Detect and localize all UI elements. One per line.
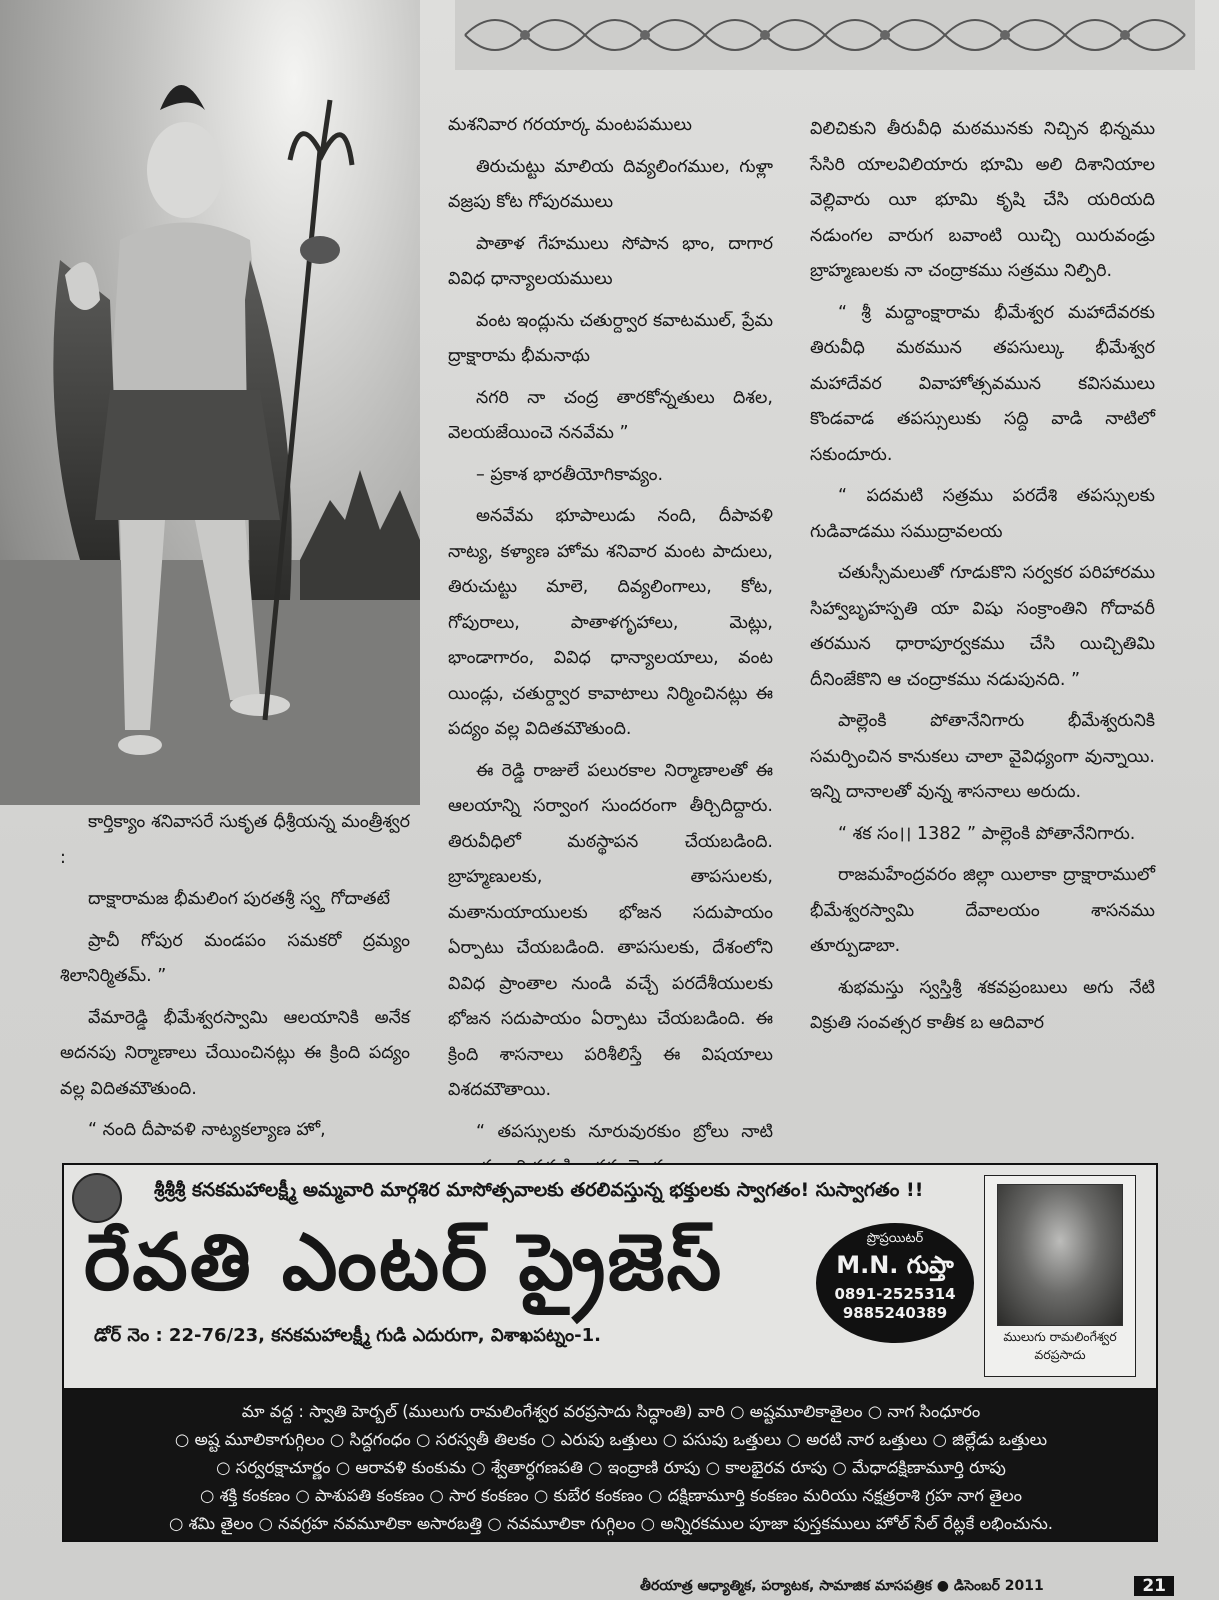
paragraph: చతుస్సీమలుతో గూడుకొని సర్వకర పరిహారము సిహ్వాబృహస్పతి యా విషు సంక్రాంతిని గోదావరీ తరమున ధారాపూర్వకము చేసి యిచ్చితిమి దీనింజేకొని ఆ చంద్రాకము నడుపునది. ” [810,563,1155,690]
paragraph: “ నంది దీపావళి నాట్యకల్యాణ హో, [88,1120,326,1140]
ad-products-line: ○ శమి తైలం ○ నవగ్రహ నవమూలికా అసారబత్తి ○ నవమూలికా గుగ్గిలం ○ అన్నిరకముల పూజా పుస్తకములు హోల్ సేల్ రేట్లకే లభించును. [168,1514,1054,1533]
shiva-figure-icon [0,0,420,805]
paragraph: రాజమహేంద్రవరం జిల్లా యిలాకా ద్రాక్షారాములో భీమేశ్వరస్వామి దేవాలయం శాసనము తూర్పుడాబా. [810,865,1155,956]
ad-address: డోర్ నెం : 22-76/23, కనకమహాలక్ష్మీ గుడి ఎదురుగా, విశాఖపట్నం-1. [94,1325,601,1346]
footer-masthead: తీరయాత్ర ఆధ్యాత్మిక, పర్యాటక, సామాజిక మాసపత్రిక ● డిసెంబర్ 2011 [640,1578,1044,1594]
paragraph: వేమారెడ్డి భీమేశ్వరస్వామి ఆలయానికి అనేక అదనపు నిర్మాణాలు చేయించినట్లు ఈ క్రింది పద్యం వల్ల విదితమౌతుంది. [60,1007,410,1099]
ad-phone-1: 0891-2525314 [834,1285,956,1303]
ad-products-banner [62,1388,1158,1542]
portrait-photo-icon [997,1184,1123,1326]
paragraph: – ప్రకాశ భారతీయోగికావ్యం. [476,464,664,485]
paragraph: శుభమస్తు స్వస్తిశ్రీ శకవప్రంబులు అగు నేటి విక్రుతి సంవత్సర కాతీక బ ఆదివార [810,977,1155,1033]
page-number: 21 [1134,1576,1174,1596]
column-right [810,112,1155,1048]
shiva-illustration [0,0,420,805]
ad-business-name: రేవతి ఎంటర్ ప్రైజెస్ [84,1218,724,1308]
paragraph: కార్తిక్యాం శనివాసరే సుకృత ధీశ్రీయన్న మంత్రీశ్వర : [60,812,410,868]
ad-greeting: శ్రీశ్రీశ్రీ కనకమహాలక్ష్మీ అమ్మవారి మార్గశిర మాసోత్సవాలకు తరలివస్తున్న భక్తులకు స్వాగతం! సుస్వాగతం !! [154,1179,924,1201]
ad-contact-oval [816,1223,974,1343]
ad-photo-caption-2: వరప్రసాదు [1034,1347,1086,1362]
ad-proprietor-label: ప్రొప్రయిటర్ [866,1231,924,1246]
ad-products-line: ○ శక్తి కంకణం ○ పాశుపతి కంకణం ○ సార కంకణం ○ కుబేర కంకణం ○ దక్షిణామూర్తి కంకణం మరియు నక్షత్రరాశి గ్రహ నాగ తైలం [199,1486,1023,1505]
column-middle [448,108,773,1192]
ornamental-border-icon [455,0,1195,70]
paragraph: తిరుచుట్టు మాలియ దివ్యలింగముల, గుళ్లా వజ్రపు కోట గోపురములు [448,156,773,212]
ad-proprietor-name: M.N. గుప్తా [836,1251,954,1279]
paragraph: విలిచికుని తీరువీధి మఠమునకు నిచ్చిన భిన్నము సేసిరి యాలవిలియారు భూమి అలి దిశానియాల వెల్లివారు యీ భూమి కృషి చేసి యరియది నడుంగల వారుగ బవాంటి యిచ్చి యిరువండ్రు బ్రాహ్మణులకు నా చంద్రాకము సత్రము నిల్పిరి. [810,119,1155,281]
column-left [60,805,410,1155]
ad-photo-caption-1: ములుగు రామలింగేశ్వర [1003,1329,1117,1344]
ad-phone-2: 9885240389 [842,1304,948,1322]
paragraph: నగరి నా చంద్ర తారకోన్నతులు దిశల, వెలయజేయించె ననవేమ ” [448,387,773,443]
paragraph: పాతాళ గేహములు సోపాన భాం, దాగార వివిధ ధాన్యాలయములు [448,233,773,289]
paragraph: వంట ఇంద్లును చతుర్ద్వార కవాటముల్, ప్రేమ ద్రాక్షారామ భీమనాథు [448,310,773,366]
paragraph: “ పదమటి సత్రము పరదేశి తపస్సులకు గుడివాడము సముద్రావలయ [810,486,1155,542]
goddess-logo-icon [72,1173,122,1223]
paragraph: ప్రాచీ గోపుర మండపం సమకరో ద్రమ్యం శిలానిర్మితమ్. ” [60,930,410,986]
paragraph: “ శ్రీ మద్దాంక్షారామ భీమేశ్వర మహాదేవరకు తిరువీధి మఠమున తపసుల్కు భీమేశ్వర మహాదేవర వివాహోత్సవమున కవిసములు కొండవాడ తపస్సులుకు సద్ది వాడి నాటిలో సకుందూరు. [810,302,1155,465]
paragraph: పాల్లెంకి పోతానేనిగారు భీమేశ్వరునికి సమర్పించిన కానుకలు చాలా వైవిధ్యంగా వున్నాయి. ఇన్ని దానాలతో వున్న శాసనాలు అరుదు. [810,711,1155,802]
paragraph: “ తపస్సులకు నూరువురకుం బ్రోలు నాటి [476,1121,773,1142]
advertisement [62,1163,1158,1392]
ad-photo [984,1175,1136,1377]
paragraph: దాక్షారామజ భీమలింగ పురతశ్రీ స్వ్త గోదాతటే [88,889,390,909]
page-footer [640,1578,1219,1600]
ad-products-line: ○ సర్వరక్షాచూర్ణం ○ ఆరావళి కుంకుమ ○ శ్వేతార్ధగణపతి ○ ఇంద్రాణి రూపు ○ కాలభైరవ రూపు ○ మేధాదక్షిణామూర్తి రూపు [216,1458,1006,1477]
paragraph: అనవేమ భూపాలుడు నంది, దీపావళి నాట్య, కళ్యాణ హోమ శనివార మంట పాదులు, తిరుచుట్టు మాలె, దివ్యలింగాలు, కోట, గోపురాలు, పాతాళగృహాలు, మెట్లు, భాండాగారం, వివిధ ధాన్యాలయాలు, వంట యిండ్లు, చతుర్ద్వార కావాటాలు నిర్మించినట్లు ఈ పద్యం వల్ల విదితమౌతుంది. [448,506,773,739]
ad-products-line: మా వద్ద : స్వాతి హెర్బల్ (ములుగు రామలింగేశ్వర వరప్రసాదు సిద్ధాంతి) వారి ○ అష్టమూలికాతైలం ○ నాగ సింధూరం [241,1402,981,1421]
paragraph: ఈ రెడ్డి రాజులే పలురకాల నిర్మాణాలతో ఈ ఆలయాన్ని సర్వాంగ సుందరంగా తీర్చిదిద్దారు. తిరువీధిలో మఠస్థాపన చేయబడింది. బ్రాహ్మణులకు, తాపసులకు, మతానుయాయులకు భోజన సదుపాయం ఏర్పాటు చేయబడింది. తాపసులకు, దేశంలోని వివిధ ప్రాంతాల నుండి వచ్చే పరదేశీయులకు భోజన సదుపాయం ఏర్పాటు చేయబడింది. ఈ క్రింది శాసనాలు పరిశీలిస్తే ఈ విషయాలు విశదమౌతాయి. [448,760,773,1100]
paragraph: మశనివార గరయార్క మంటపములు [448,115,692,135]
ad-products-line: ○ అష్ట మూలికాగుగ్గిలం ○ సిద్దగంధం ○ సరస్వతీ తిలకం ○ ఎరుపు ఒత్తులు ○ పసుపు ఒత్తులు ○ అరటి నార ఒత్తులు ○ జిల్లేడు ఒత్తులు [174,1430,1048,1449]
paragraph: “ శక సం।। 1382 ” పాల్లెంకి పోతానేనిగారు. [838,823,1136,844]
